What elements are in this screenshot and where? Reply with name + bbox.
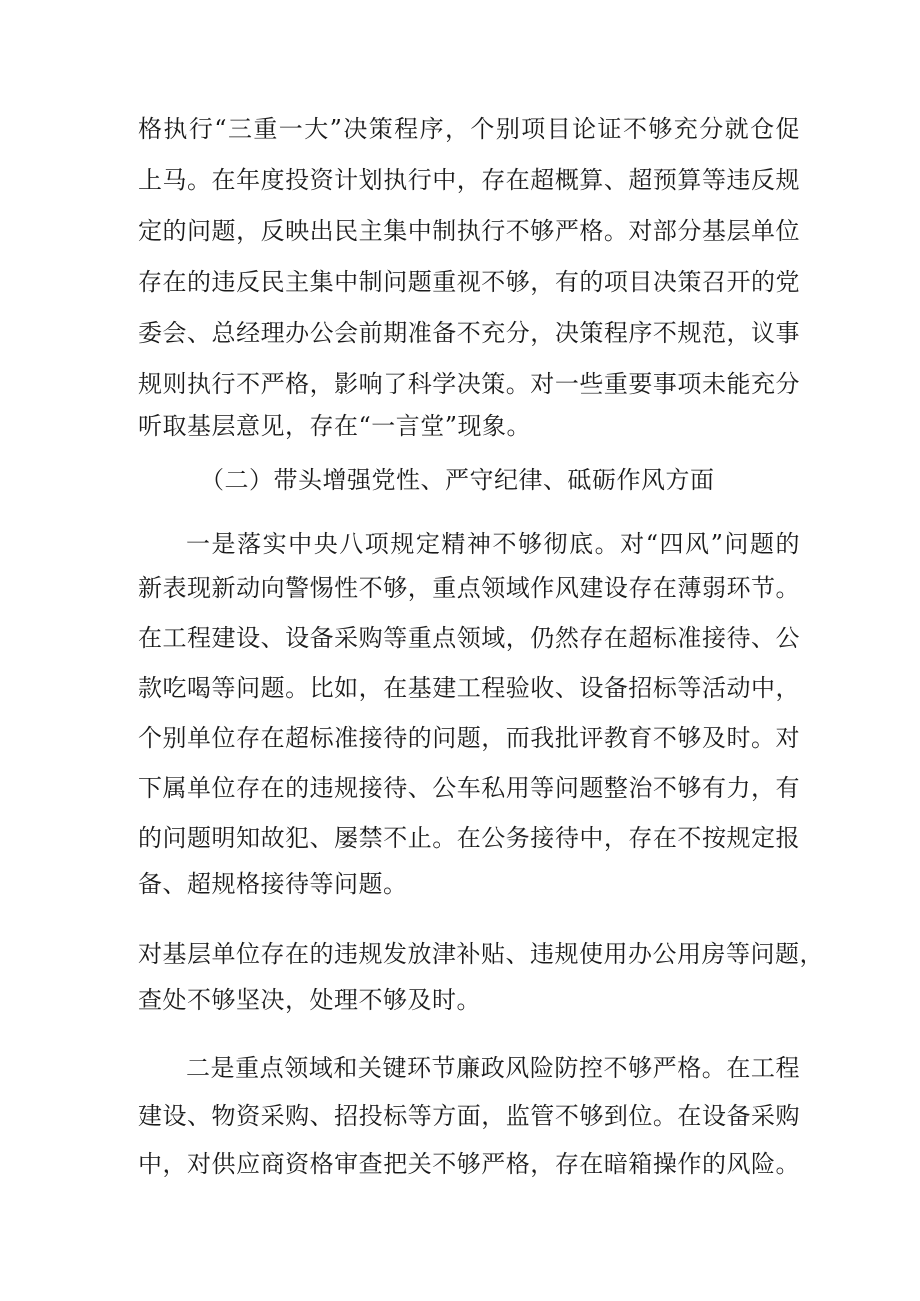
paragraph-2-line-4: 款吃喝等问题。比如，在基建工程验收、设备招标等活动中， (138, 674, 800, 702)
paragraph-3-line-1: 对基层单位存在的违规发放津补贴、违规使用办公用房等问题， (138, 940, 824, 968)
paragraph-1-line-4: 存在的违反民主集中制问题重视不够，有的项目决策召开的党 (138, 268, 800, 296)
paragraph-1-line-3: 定的问题，反映出民主集中制执行不够严格。对部分基层单位 (138, 217, 800, 245)
paragraph-2-line-3: 在工程建设、设备采购等重点领域，仍然存在超标准接待、公 (138, 624, 800, 652)
paragraph-2-line-6: 下属单位存在的违规接待、公车私用等问题整治不够有力，有 (138, 774, 800, 802)
paragraph-2-line-7: 的问题明知故犯、屡禁不止。在公务接待中，存在不按规定报 (138, 824, 800, 852)
paragraph-2-line-8: 备、超规格接待等问题。 (138, 870, 408, 898)
paragraph-1-line-2: 上马。在年度投资计划执行中，存在超概算、超预算等违反规 (138, 166, 800, 194)
paragraph-2-line-1: 一是落实中央八项规定精神不够彻底。对“四风”问题的 (186, 530, 800, 558)
paragraph-4-line-1: 二是重点领域和关键环节廉政风险防控不够严格。在工程 (186, 1054, 800, 1082)
paragraph-3-line-2: 查处不够坚决，处理不够及时。 (138, 986, 481, 1014)
paragraph-4-line-3: 中，对供应商资格审查把关不够严格，存在暗箱操作的风险。 (138, 1150, 800, 1178)
paragraph-1-line-1: 格执行“三重一大”决策程序，个别项目论证不够充分就仓促 (138, 115, 800, 143)
paragraph-1-line-6: 规则执行不严格，影响了科学决策。对一些重要事项未能充分 (138, 370, 800, 398)
paragraph-1-line-5: 委会、总经理办公会前期准备不充分，决策程序不规范，议事 (138, 319, 800, 347)
paragraph-2-line-5: 个别单位存在超标准接待的问题，而我批评教育不够及时。对 (138, 724, 800, 752)
section-heading: （二）带头增强党性、严守纪律、砥砺作风方面 (200, 466, 715, 494)
paragraph-4-line-2: 建设、物资采购、招投标等方面，监管不够到位。在设备采购 (138, 1102, 800, 1130)
paragraph-1-line-7: 听取基层意见，存在“一言堂”现象。 (138, 412, 532, 440)
paragraph-2-line-2: 新表现新动向警惕性不够，重点领域作风建设存在薄弱环节。 (138, 574, 800, 602)
